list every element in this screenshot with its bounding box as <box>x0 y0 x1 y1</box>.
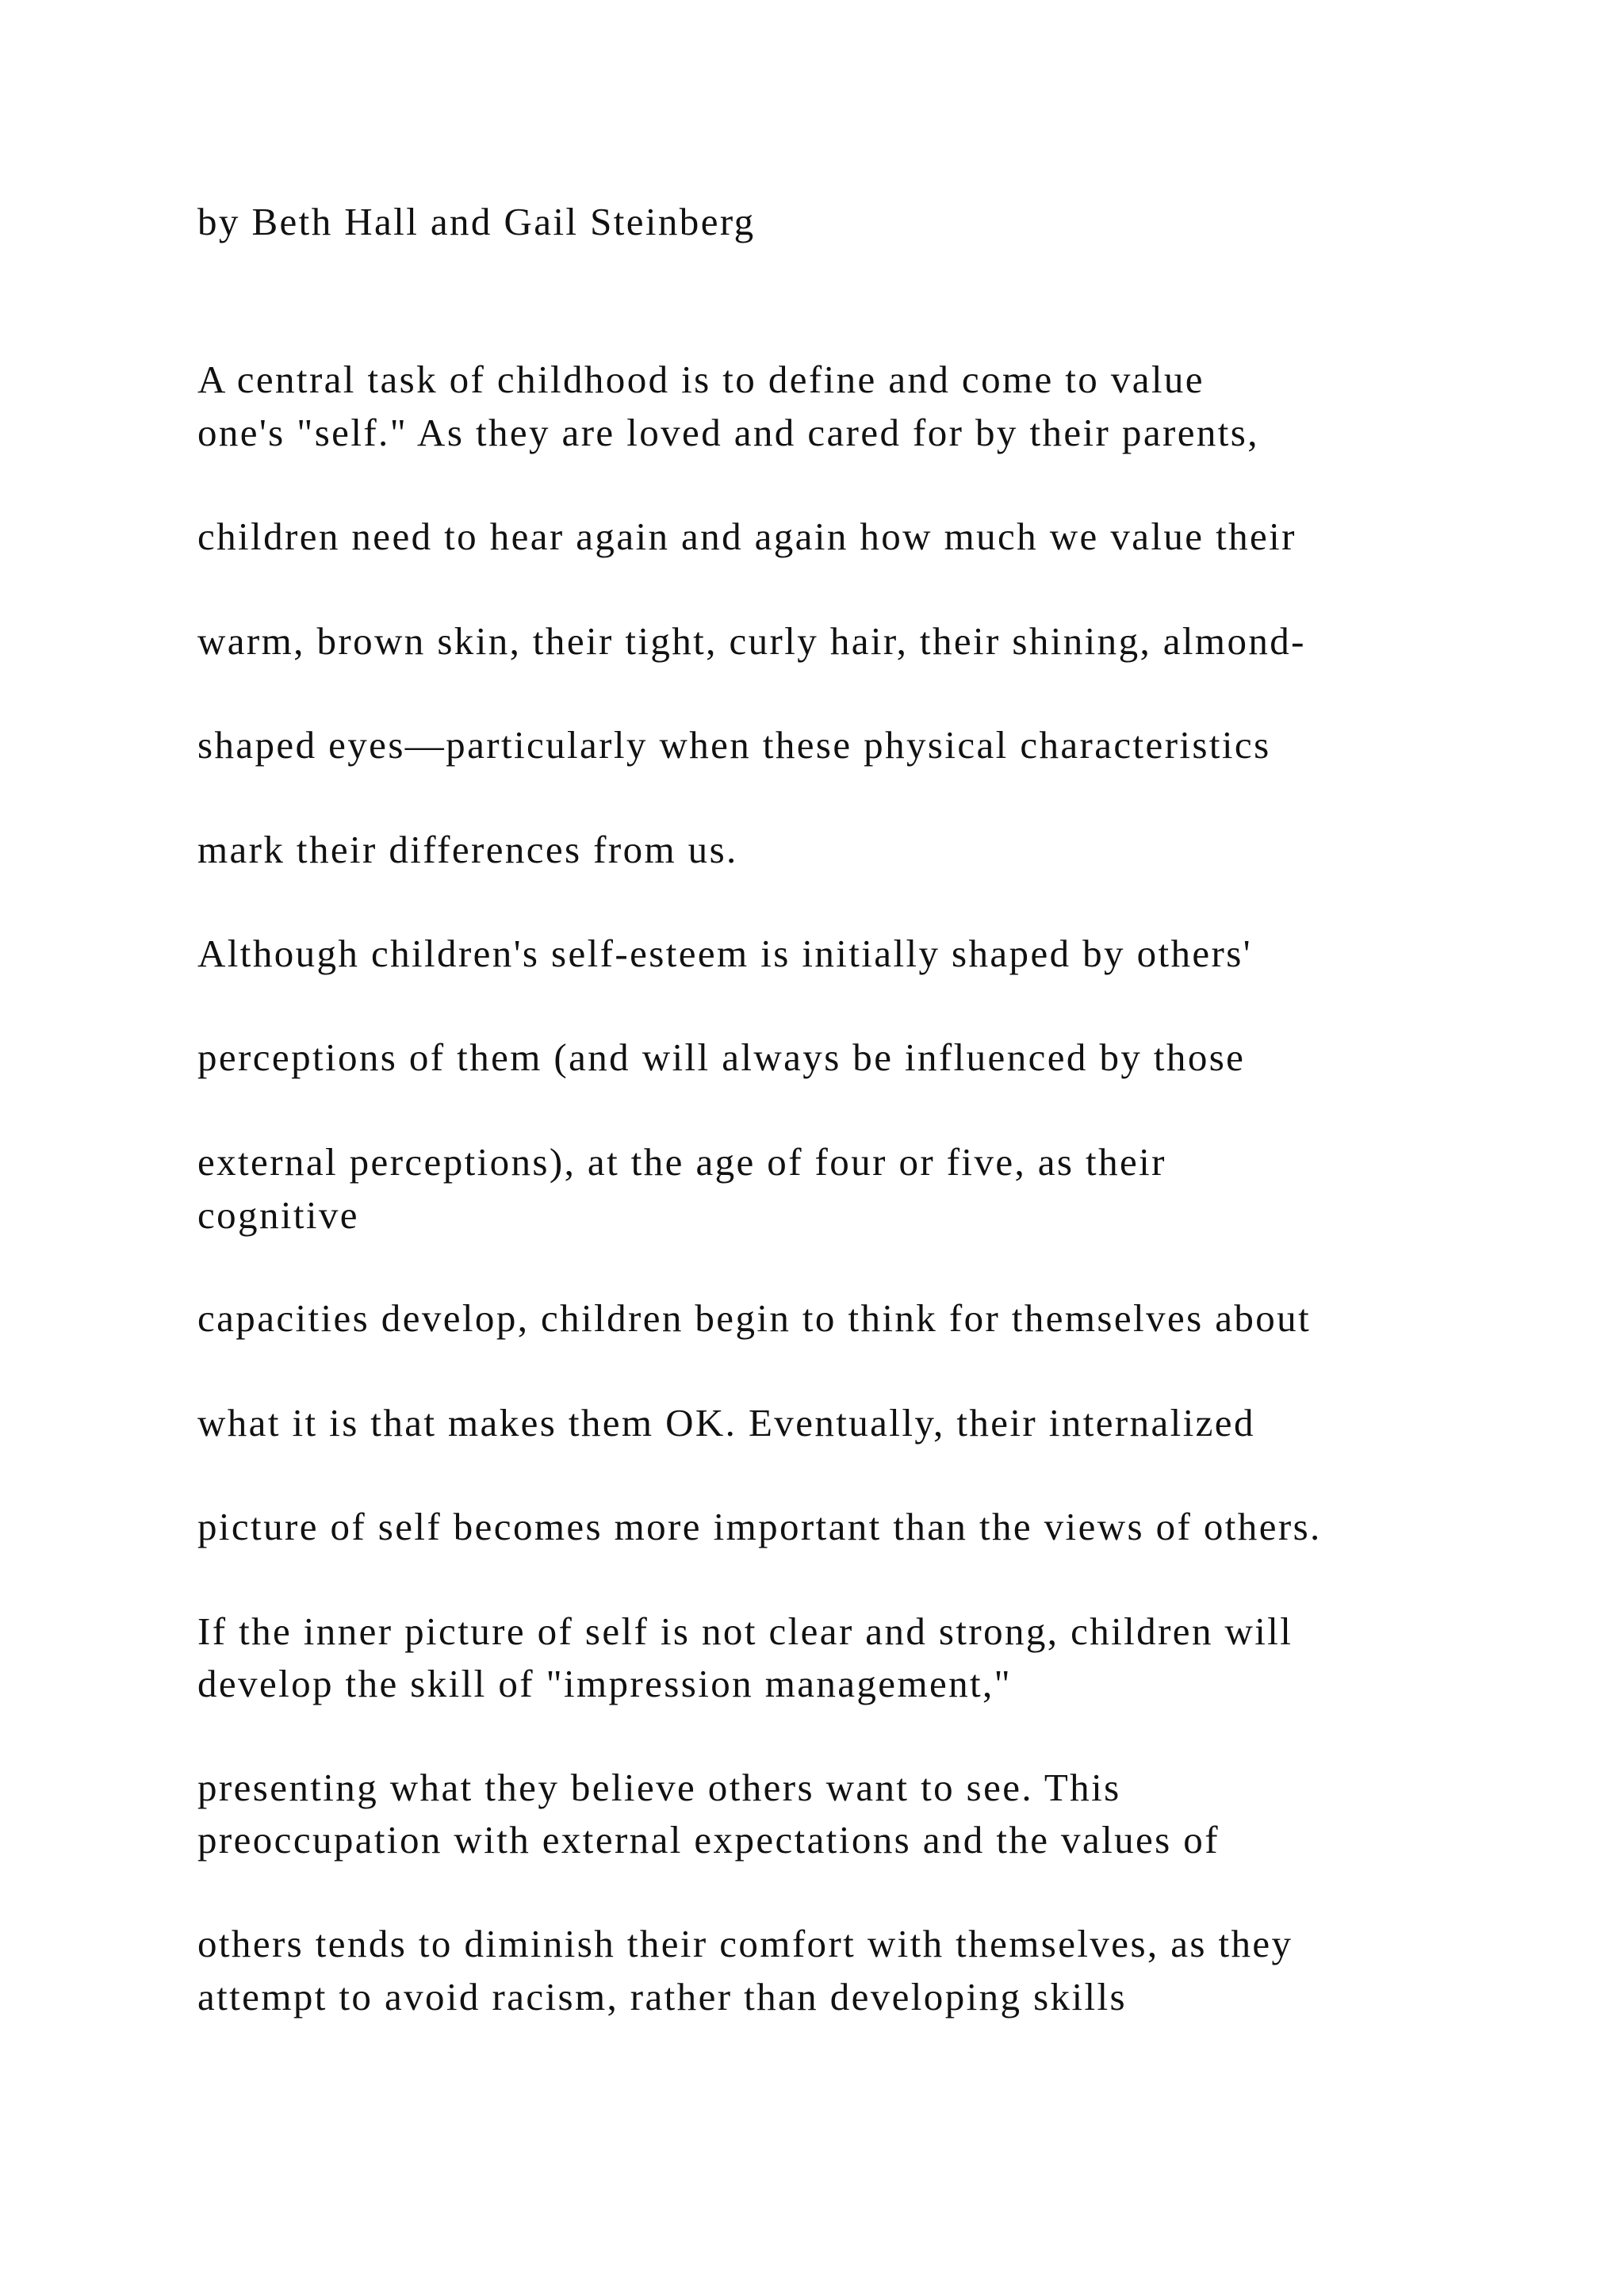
text-line: mark their differences from us. <box>197 828 738 871</box>
byline: by Beth Hall and Gail Steinberg <box>197 200 756 243</box>
text-line: perceptions of them (and will always be influenced by those <box>197 1035 1246 1079</box>
text-line: presenting what they believe others want to see. This <box>197 1766 1121 1809</box>
text-line: others tends to diminish their comfort with themselves, as they <box>197 1922 1293 1965</box>
text-line: capacities develop, children begin to think for themselves about <box>197 1296 1312 1340</box>
text-line: warm, brown skin, their tight, curly hair, their shining, almond- <box>197 619 1306 663</box>
text-line: attempt to avoid racism, rather than developing skills <box>197 1975 1127 2019</box>
text-line: develop the skill of "impression management," <box>197 1662 1013 1705</box>
text-line: If the inner picture of self is not clear and strong, children will <box>197 1609 1293 1653</box>
text-line: A central task of childhood is to define and come to value <box>197 358 1205 401</box>
text-line: external perceptions), at the age of four or five, as their <box>197 1140 1166 1184</box>
text-line: Although children's self-esteem is initially shaped by others' <box>197 932 1252 975</box>
text-line: one's "self." As they are loved and cared for by their parents, <box>197 411 1259 454</box>
text-line: preoccupation with external expectations and the values of <box>197 1818 1220 1862</box>
text-line: children need to hear again and again how much we value their <box>197 515 1297 558</box>
text-line: cognitive <box>197 1193 359 1237</box>
text-line: picture of self becomes more important than the views of others. <box>197 1505 1322 1548</box>
text-line: shaped eyes—particularly when these physical characteristics <box>197 723 1271 767</box>
text-line: what it is that makes them OK. Eventually, their internalized <box>197 1401 1255 1445</box>
